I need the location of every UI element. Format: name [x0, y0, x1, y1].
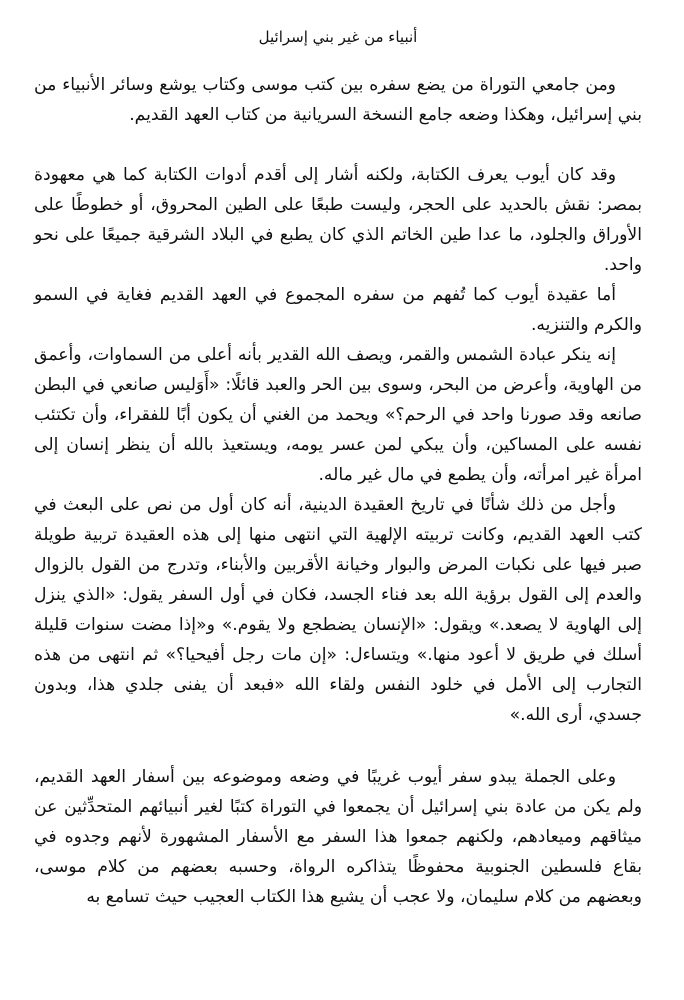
paragraph-1: ومن جامعي التوراة من يضع سفره بين كتب موسى وكتاب يوشع وسائر الأنبياء من بني إسرائيل، وهكذا وضعه جامع النسخة السريانية من كتاب العهد القديم. — [34, 75, 642, 125]
paragraph-4: إنه ينكر عبادة الشمس والقمر، ويصف الله القدير بأنه أعلى من السماوات، وأعمق من الهاوية، وأعرض من البحر، وسوى بين الحر والعبد قائلًا: «أَوَليس صانعي في البطن صانعه وقد صورنا واحد في الرحم؟» ويحمد من الغني أن يكون أبًا للفقراء، وأن تكتئب نفسه على المساكين، وأن يبكي لمن عسر يومه، ويستعيذ بالله أن ينظر إنسان إلى امرأة غير امرأته، وأن يطمع في مال غير ماله. — [34, 345, 642, 485]
paragraph-2: وقد كان أيوب يعرف الكتابة، ولكنه أشار إلى أقدم أدوات الكتابة كما هي معهودة بمصر: نقش بالحديد على الحجر، وليست طبعًا على الطين المحروق، أو خطوطًا على الأوراق والجلود، ما عدا طين الخاتم الذي كان يطبع في البلاد الشرقية جميعًا على نحو واحد. — [34, 165, 642, 275]
paragraph-3: أما عقيدة أيوب كما تُفهم من سفره المجموع في العهد القديم فغاية في السمو والكرم والتنزيه. — [34, 285, 642, 335]
paragraph-6: وعلى الجملة يبدو سفر أيوب غريبًا في وضعه وموضوعه بين أسفار العهد القديم، ولم يكن من عادة بني إسرائيل أن يجمعوا في التوراة كتبًا لغير أنبيائهم المتحدِّثين عن ميثاقهم وميعادهم، ولكنهم جمعوا هذا السفر مع الأسفار المشهورة لأنهم وجدوه في بقاع فلسطين الجنوبية محفوظًا يتذاكره الرواة، وحسبه بعضهم من كلام موسى، وبعضهم من كلام سليمان، ولا عجب أن يشيع هذا الكتاب العجيب حيث تسامع به — [34, 767, 642, 907]
paragraph-5: وأجل من ذلك شأنًا في تاريخ العقيدة الدينية، أنه كان أول من نص على البعث في كتب العهد القديم، وكانت تربيته الإلهية التي انتهى منها إلى هذه العقيدة تربية طويلة صبر فيها على نكبات المرض والبوار وخيانة الأقربين والأبناء، وتدرج من القول بالزوال والعدم إلى القول برؤية الله بعد فناء الجسد، فكان في أول السفر يقول: «الذي ينزل إلى الهاوية لا يصعد.» ويقول: «الإنسان يضطجع ولا يقوم.» و«إذا مضت سنوات قليلة أسلك في طريق لا أعود منها.» ويتساءل: «إن مات رجل أفيحيا؟» ثم انتهى من هذه التجارب إلى الأمل في خلود النفس ولقاء الله «فبعد أن يفنى جلدي هذا، وبدون جسدي، أرى الله.» — [34, 495, 642, 725]
running-header: أنبياء من غير بني إسرائيل — [258, 28, 418, 46]
